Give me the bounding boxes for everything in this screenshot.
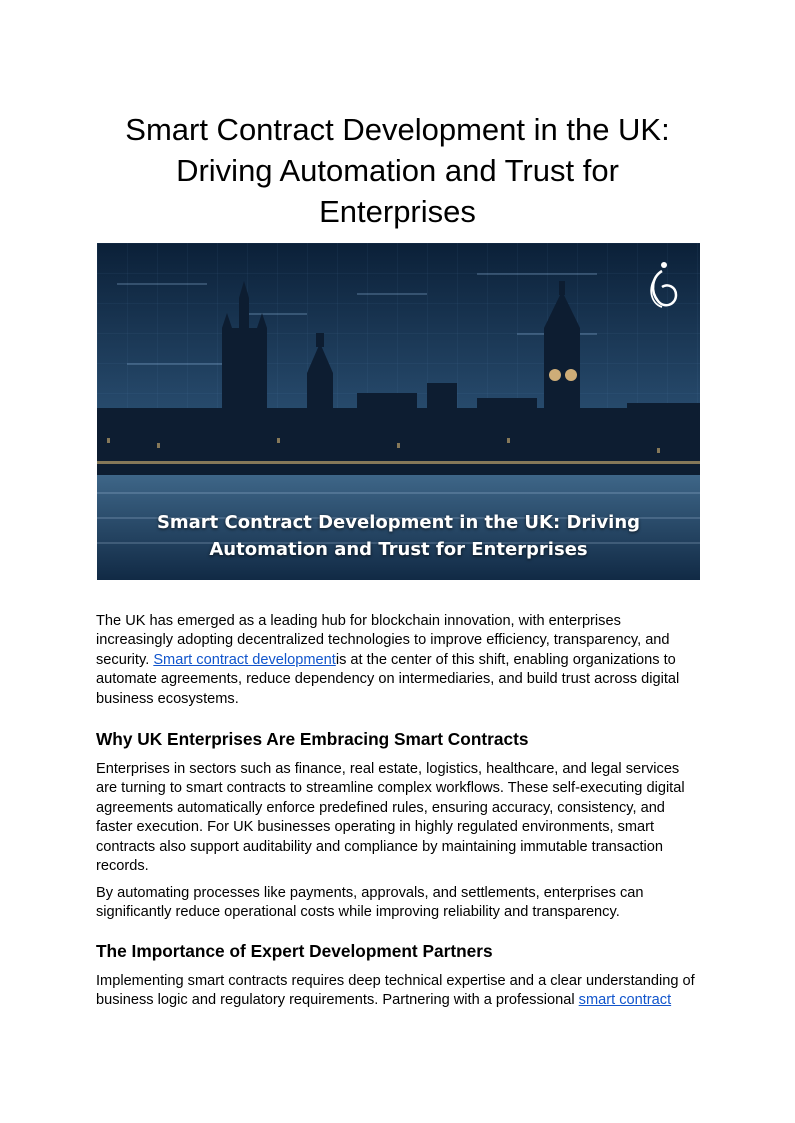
intro-text-before: The UK has emerged as a leading hub for blockchain innovation, with enterprises increasingly adopting decentralized technologies to improve efficiency, transparency, and security.	[96, 613, 670, 668]
title-line-2: Driving Automation and Trust for	[176, 153, 619, 188]
section2-paragraph	[96, 972, 700, 1011]
section-heading-why-uk: Why UK Enterprises Are Embracing Smart Contracts	[96, 729, 529, 749]
page-title	[96, 109, 699, 232]
smart-contract-link[interactable]: smart contract	[578, 992, 672, 1009]
section-heading-expert-partners: The Importance of Expert Development Partners	[96, 941, 493, 961]
hero-caption-line-2: Automation and Trust for Enterprises	[209, 539, 588, 560]
title-line-1: Smart Contract Development in the UK:	[125, 112, 670, 147]
intro-paragraph	[96, 612, 700, 709]
section2-text-before: Implementing smart contracts requires deep technical expertise and a clear understanding of business logic and regulatory requirements. Partnering with a professional	[96, 973, 695, 1009]
section1-paragraph-2: By automating processes like payments, approvals, and settlements, enterprises can significantly reduce operational costs while improving reliability and transparency.	[96, 885, 644, 921]
hero-caption	[97, 509, 700, 563]
brand-logo-icon	[642, 257, 682, 317]
section1-paragraph-1: Enterprises in sectors such as finance, real estate, logistics, healthcare, and legal services are turning to smart contracts to streamline complex workflows. These self-executing digital agreements automatically enforce predefined rules, ensuring accuracy, consistency, and faster execution. For UK businesses operating in highly regulated environments, smart contracts also support auditability and compliance by maintaining immutable transaction records.	[96, 761, 685, 875]
intro-text-after: is at the center of this shift, enabling organizations to automate agreements, reduce dependency on intermediaries, and build trust across digital business ecosystems.	[96, 651, 680, 707]
hero-image	[97, 243, 700, 580]
smart-contract-development-link[interactable]: Smart contract development	[153, 651, 336, 668]
title-line-3: Enterprises	[319, 194, 476, 229]
hero-caption-line-1: Smart Contract Development in the UK: Driving	[156, 512, 641, 533]
